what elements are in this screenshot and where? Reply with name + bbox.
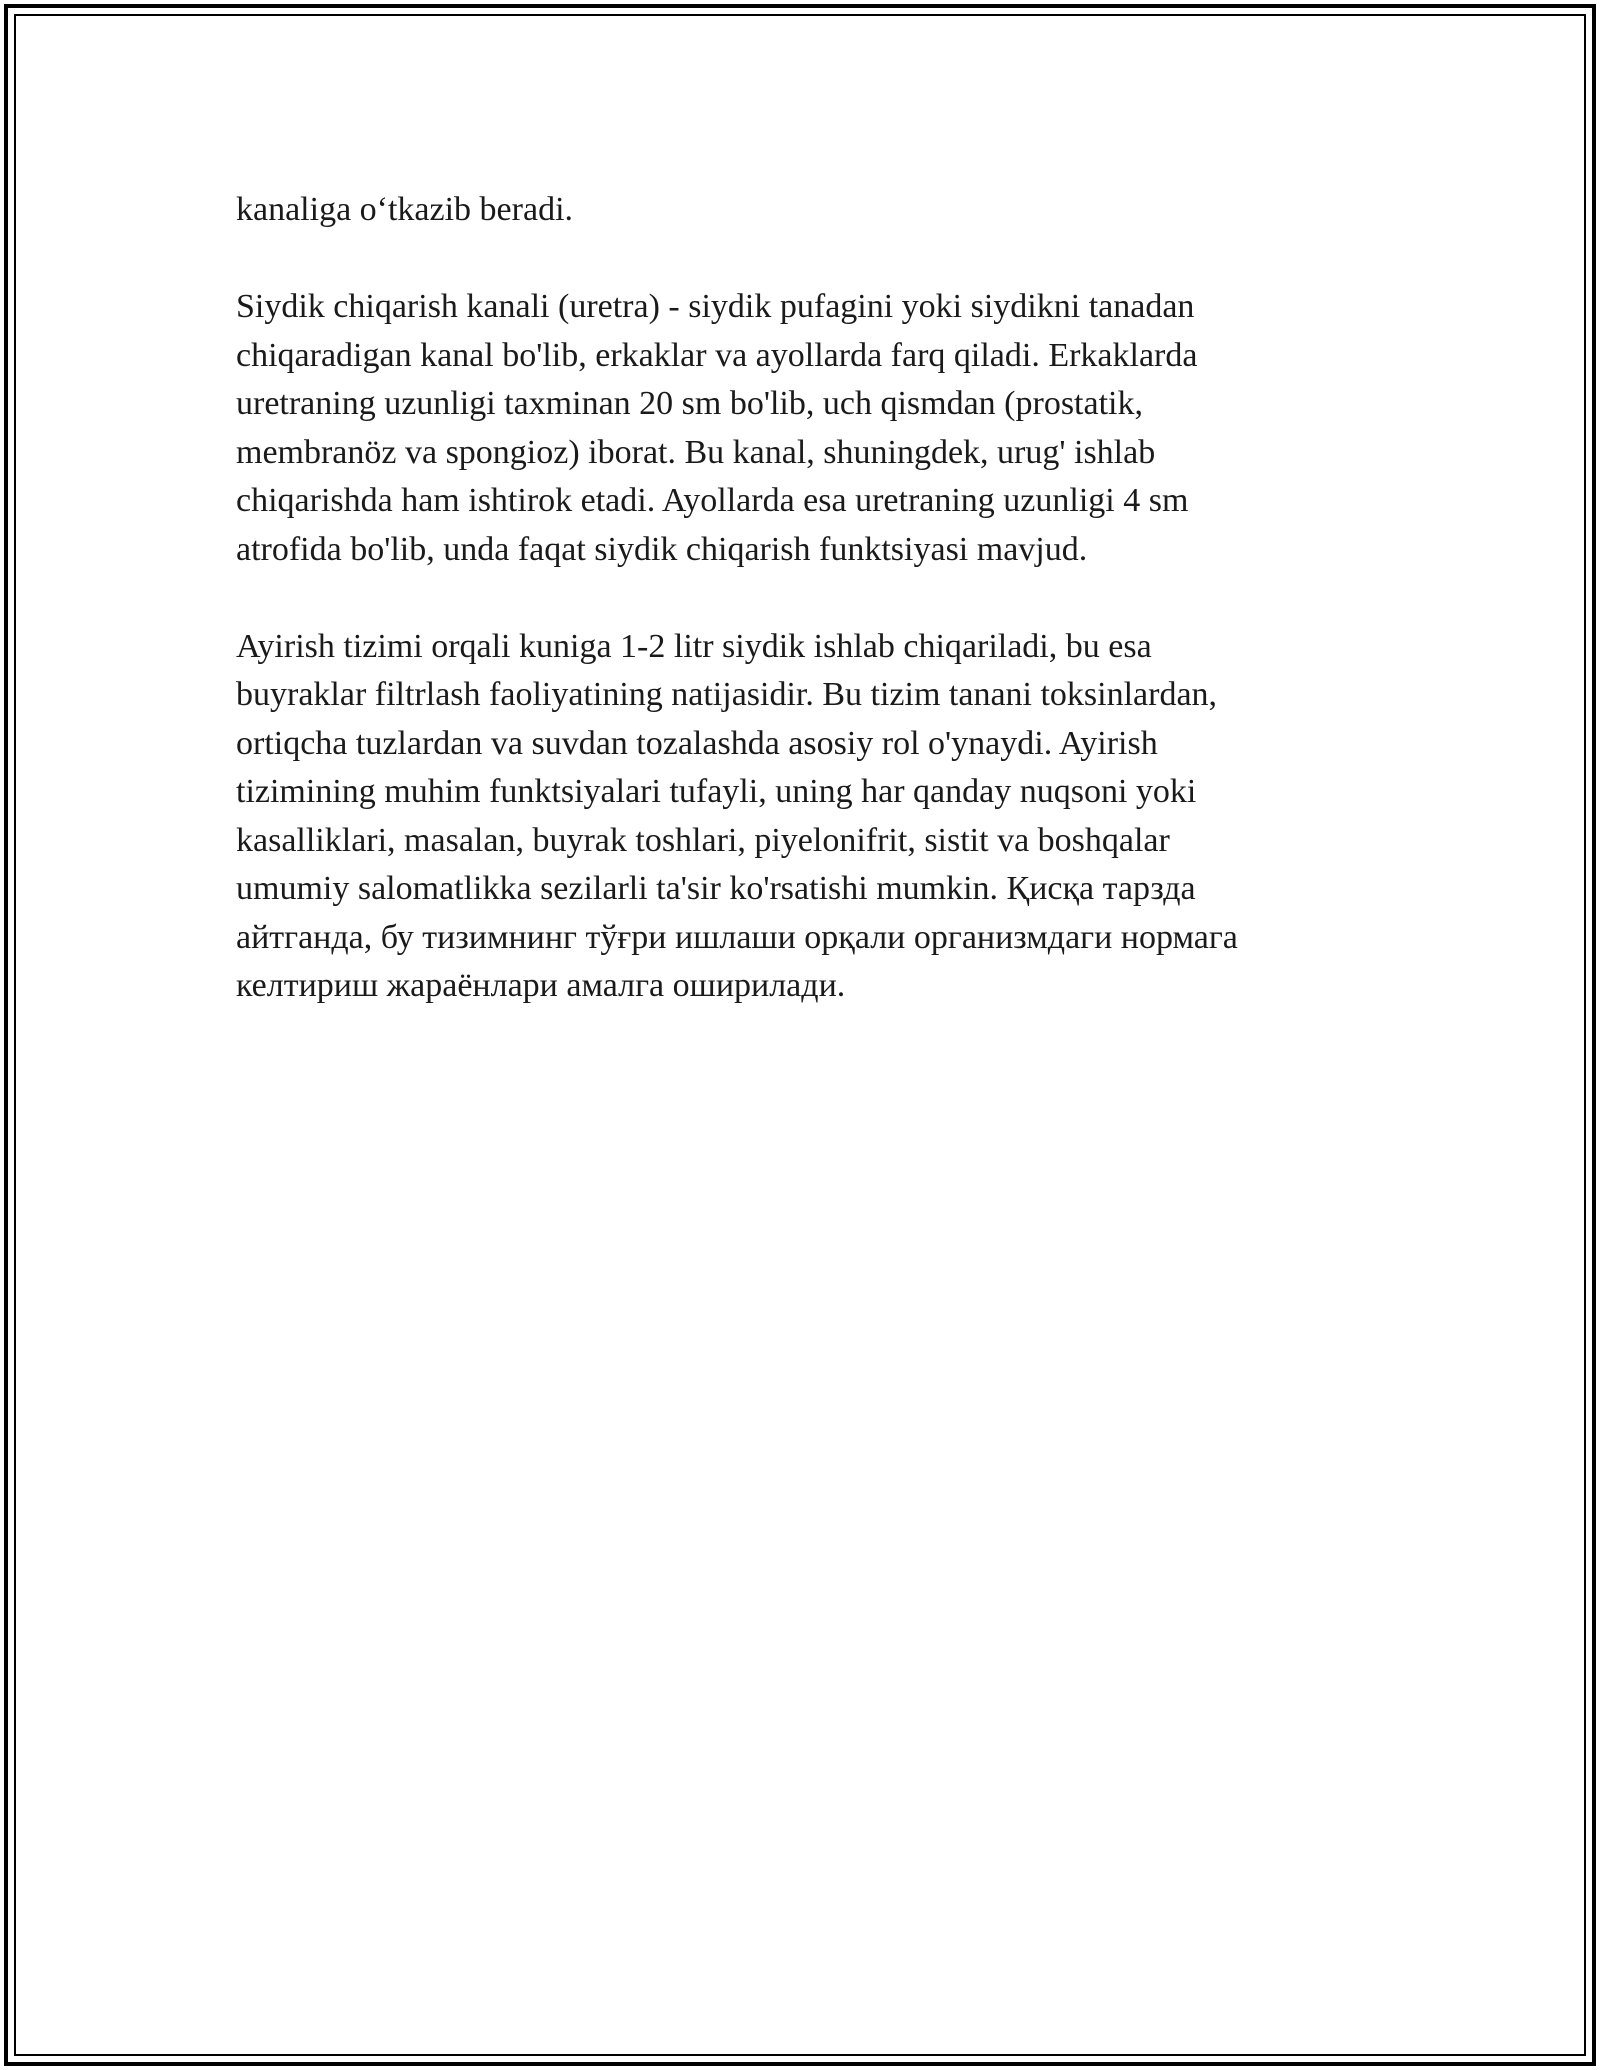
text-line: Siydik chiqarish kanali (uretra) - siydik pufagini yoki siydikni tanadan [236,288,1195,325]
document-body [236,186,1366,1059]
text-line: membranöz va spongioz) iborat. Bu kanal, shuningdek, urug' ishlab [236,433,1156,471]
paragraph-urethra [236,283,1366,574]
text-line: kanaliga o‘tkazib beradi. [236,191,574,228]
text-line: chiqarishda ham ishtirok etadi. Ayollarda esa uretraning uzunligi 4 sm [236,482,1189,519]
text-line: tizimining muhim funktsiyalari tufayli, uning har qanday nuqsoni yoki [236,773,1197,810]
paragraph-excretory-system [236,623,1366,1011]
text-line: uretraning uzunligi taxminan 20 sm bo'lib, uch qismdan (prostatik, [236,385,1143,422]
text-line: chiqaradigan kanal bo'lib, erkaklar va ayollarda farq qiladi. Erkaklarda [236,336,1198,374]
text-line: atrofida bo'lib, unda faqat siydik chiqarish funktsiyasi mavjud. [236,530,1088,568]
text-line: ortiqcha tuzlardan va suvdan tozalashda asosiy rol o'ynaydi. Ayirish [236,724,1158,762]
text-line: umumiy salomatlikka sezilarli ta'sir ko'rsatishi mumkin. Қисқа тарзда [236,870,1196,907]
text-line: buyraklar filtrlash faoliyatining natijasidir. Bu tizim tanani toksinlardan, [236,676,1218,713]
text-line: келтириш жараёнлари амалга оширилади. [236,967,846,1004]
text-line: Ayirish tizimi orqali kuniga 1-2 litr siydik ishlab chiqariladi, bu esa [236,627,1152,665]
text-line: kasalliklari, masalan, buyrak toshlari, piyelonifrit, sistit va boshqalar [236,821,1170,859]
paragraph-continuation [236,186,1366,235]
text-line: айтганда, бу тизимнинг тўғри ишлаши орқали организмдаги нормага [236,918,1238,956]
